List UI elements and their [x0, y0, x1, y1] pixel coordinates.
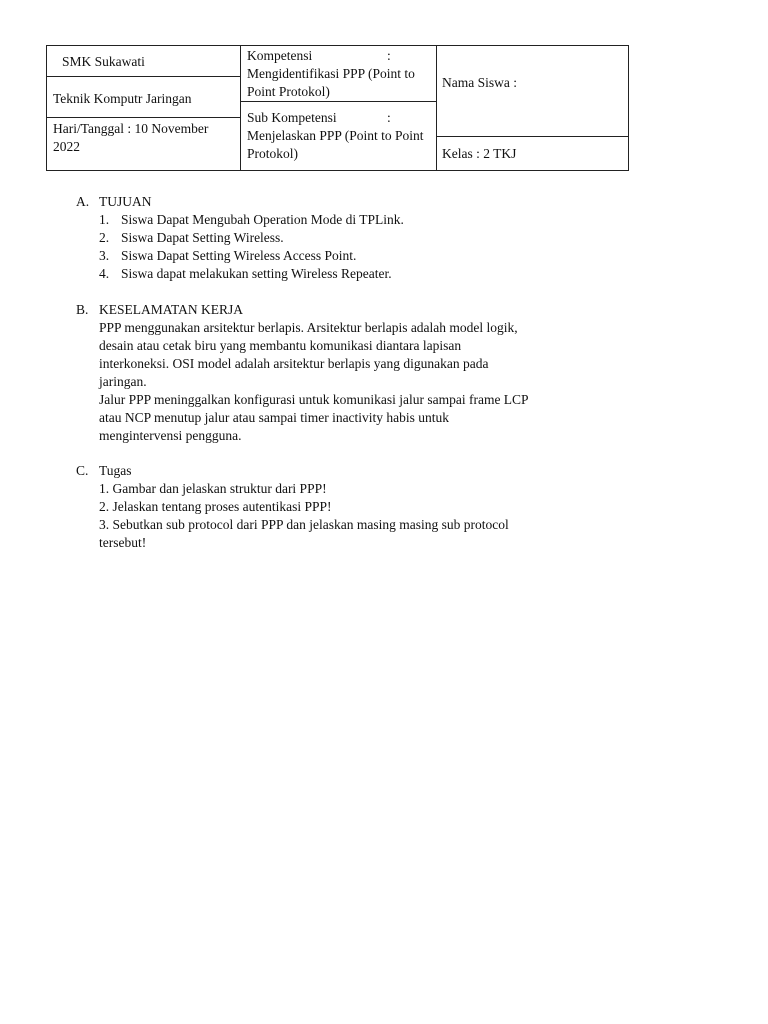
date-field: Hari/Tanggal : 10 November 2022: [53, 121, 209, 154]
header-table: [46, 45, 629, 171]
objectives-list: [76, 211, 556, 283]
section-tugas: [76, 462, 556, 552]
list-item: [76, 211, 556, 229]
task-item: 2. Jelaskan tentang proses autentikasi PPP!: [99, 499, 332, 514]
kompetensi-colon: :: [387, 48, 391, 63]
list-item: [76, 265, 556, 283]
section-heading: [76, 462, 556, 480]
kompetensi-label: Kompetensi: [247, 48, 313, 63]
list-text: Siswa dapat melakukan setting Wireless Repeater.: [121, 266, 392, 281]
section-tujuan: [76, 193, 556, 283]
student-name-field: Nama Siswa :: [442, 75, 517, 90]
list-number: 2.: [99, 230, 110, 245]
list-text: Siswa Dapat Setting Wireless Access Point.: [121, 248, 357, 263]
list-item: [76, 229, 556, 247]
table-divider: [240, 101, 436, 102]
sub-kompetensi-label: Sub Kompetensi: [247, 110, 337, 125]
section-heading: [76, 193, 556, 211]
task-item: 1. Gambar dan jelaskan struktur dari PPP!: [99, 481, 327, 496]
sub-kompetensi-colon: :: [387, 110, 391, 125]
list-number: 4.: [99, 266, 110, 281]
section-letter: B.: [76, 302, 89, 317]
section-title: KESELAMATAN KERJA: [99, 302, 244, 317]
program-name: Teknik Komputr Jaringan: [53, 91, 192, 106]
paragraph: PPP menggunakan arsitektur berlapis. Arsitektur berlapis adalah model logik, desain atau cetak biru yang membantu komunikasi diantara lapisan interkoneksi. OSI model adalah arsitektur berlapis yang digunakan pada jaringan.: [99, 320, 518, 389]
list-item: [76, 247, 556, 265]
section-title: TUJUAN: [99, 194, 152, 209]
list-number: 3.: [99, 248, 110, 263]
task-item: 3. Sebutkan sub protocol dari PPP dan jelaskan masing masing sub protocol tersebut!: [99, 517, 509, 550]
section-letter: C.: [76, 463, 89, 478]
paragraph: Jalur PPP meninggalkan konfigurasi untuk komunikasi jalur sampai frame LCP atau NCP menutup jalur atau sampai timer inactivity habis untuk mengintervensi pengguna.: [99, 392, 529, 443]
list-text: Siswa Dapat Mengubah Operation Mode di TPLink.: [121, 212, 404, 227]
kompetensi-label-row: [247, 47, 433, 65]
sub-kompetensi-cell: [247, 109, 433, 163]
kompetensi-value: Mengidentifikasi PPP (Point to Point Protokol): [247, 66, 415, 99]
section-heading: [76, 301, 556, 319]
table-divider: [240, 46, 241, 170]
school-name: SMK Sukawati: [62, 54, 145, 69]
section-letter: A.: [76, 194, 90, 209]
table-divider: [47, 76, 240, 77]
table-divider: [436, 46, 437, 170]
kompetensi-cell: [247, 47, 433, 101]
sub-kompetensi-value: Menjelaskan PPP (Point to Point Protokol): [247, 128, 424, 161]
section-keselamatan-kerja: [76, 301, 556, 445]
section-title: Tugas: [99, 463, 132, 478]
list-text: Siswa Dapat Setting Wireless.: [121, 230, 284, 245]
table-divider: [47, 117, 240, 118]
list-number: 1.: [99, 212, 110, 227]
class-field: Kelas : 2 TKJ: [442, 146, 517, 161]
table-divider: [436, 136, 628, 137]
sub-kompetensi-label-row: [247, 109, 433, 127]
